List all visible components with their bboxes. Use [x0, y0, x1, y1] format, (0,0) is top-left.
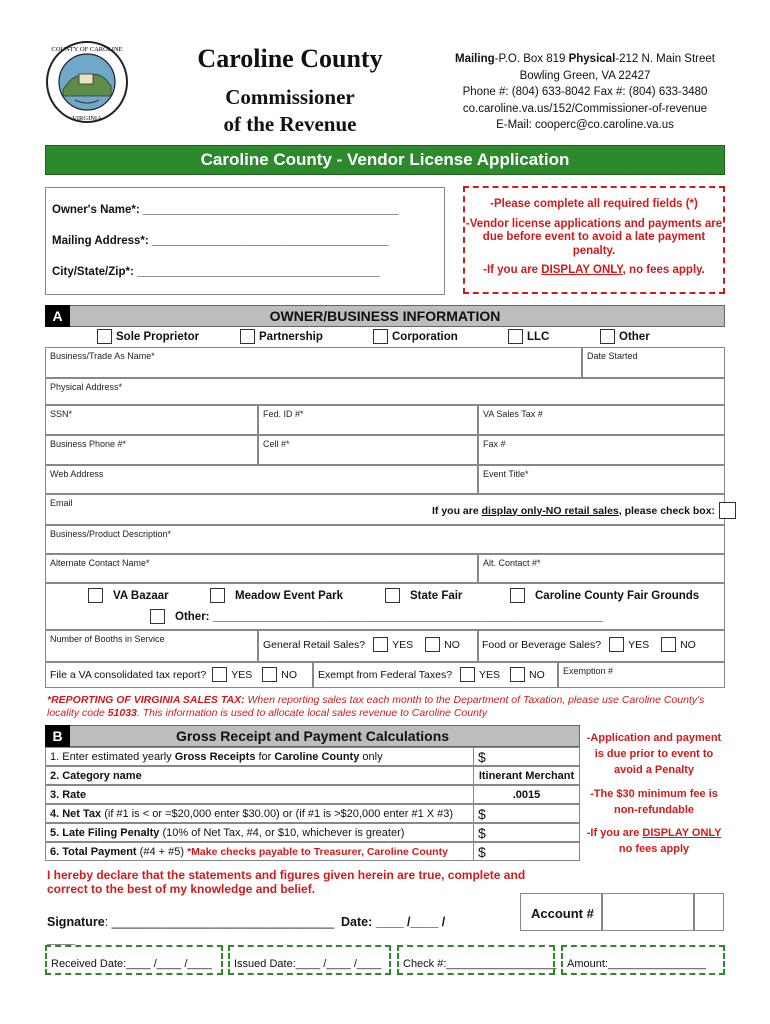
account-number-field[interactable] [602, 893, 694, 931]
section-b-letter: B [45, 725, 70, 747]
notice-required: -Please complete all required fields (*) [490, 198, 698, 210]
signature-date-cont: ____ [47, 932, 75, 946]
email-field[interactable]: Email [45, 494, 725, 525]
mailing-label: Mailing [455, 53, 495, 65]
calc-row-category: 2. Category name Itinerant Merchant [45, 766, 580, 785]
entity-corporation[interactable]: Corporation [373, 329, 458, 344]
net-tax-input[interactable]: $ [473, 805, 579, 822]
calc-row-gross-receipts: 1. Enter estimated yearly Gross Receipts for Caroline County only $ [45, 747, 580, 766]
va-sales-tax-field[interactable]: VA Sales Tax # [478, 405, 725, 435]
venue-meadow-event-park[interactable]: Meadow Event Park [210, 588, 343, 603]
food-bev-no[interactable] [661, 637, 676, 652]
display-only-option[interactable]: If you are display only-NO retail sales, please check box: [432, 502, 736, 519]
general-retail-question: General Retail Sales? YES NO [263, 638, 460, 651]
office-title-line2: of the Revenue [223, 112, 357, 136]
entity-partnership[interactable]: Partnership [240, 329, 323, 344]
category-value: Itinerant Merchant [473, 767, 579, 784]
physical-address-field[interactable]: Physical Address* [45, 378, 725, 405]
cell-field[interactable]: Cell #* [258, 435, 478, 465]
city-state-zip-field[interactable]: City/State/Zip*: ______________________________________ [52, 266, 381, 278]
signature-line[interactable]: Signature: ________________________________ Date: ____ /____ / [47, 915, 446, 929]
mailing-address-field[interactable]: Mailing Address*: _____________________________________ [52, 235, 389, 247]
section-b-header: Gross Receipt and Payment Calculations [45, 725, 580, 747]
ssn-field[interactable]: SSN* [45, 405, 258, 435]
food-bev-question: Food or Beverage Sales? YES NO [482, 638, 696, 651]
account-number-field-extra[interactable] [694, 893, 724, 931]
consolidated-no[interactable] [262, 667, 277, 682]
venue-state-fair[interactable]: State Fair [385, 588, 462, 603]
entity-other[interactable]: Other [600, 329, 650, 344]
phone-fax: Phone #: (804) 633-8042 Fax #: (804) 633-3480 [462, 86, 708, 98]
check-number-field[interactable]: Check #:__________________ [397, 945, 555, 975]
mailing-value: -P.O. Box 819 [494, 53, 566, 65]
total-payment-input[interactable]: $ [473, 843, 579, 860]
entity-llc[interactable]: LLC [508, 329, 549, 344]
consolidated-question: File a VA consolidated tax report? YES NO [50, 668, 297, 681]
fed-id-field[interactable]: Fed. ID #* [258, 405, 478, 435]
calc-row-late-penalty: 5. Late Filing Penalty (10% of Net Tax, #4, or $10, whichever is greater) $ [45, 823, 580, 842]
display-only-checkbox[interactable] [719, 502, 736, 519]
physical-value: -212 N. Main Street [615, 53, 715, 65]
notice-box [463, 186, 725, 294]
checkbox[interactable] [240, 329, 255, 344]
rate-value: .0015 [473, 786, 579, 803]
county-seal [45, 40, 129, 124]
calc-row-rate: 3. Rate .0015 [45, 785, 580, 804]
product-description-field[interactable]: Business/Product Description* [45, 525, 725, 554]
event-title-field[interactable]: Event Title* [478, 465, 725, 494]
business-phone-field[interactable]: Business Phone #* [45, 435, 258, 465]
section-a-header: OWNER/BUSINESS INFORMATION [45, 305, 725, 327]
notice-display-only: -If you are DISPLAY ONLY, no fees apply. [483, 264, 705, 276]
entity-sole-proprietor[interactable]: Sole Proprietor [97, 329, 199, 344]
date-line[interactable]: Date: ____ /____ / [341, 915, 446, 929]
physical-label: Physical [568, 53, 616, 65]
alt-contact-number-field[interactable]: Alt. Contact #* [478, 554, 725, 583]
owner-fields-box [45, 187, 445, 295]
calc-row-net-tax: 4. Net Tax (if #1 is < or =$20,000 enter $30.00) or (if #1 is >$20,000 enter #1 X #3) $ [45, 804, 580, 823]
checkbox[interactable] [600, 329, 615, 344]
alt-contact-field[interactable]: Alternate Contact Name* [45, 554, 478, 583]
form-banner: Caroline County - Vendor License Application [45, 145, 725, 175]
email-contact[interactable]: E-Mail: cooperc@co.caroline.va.us [496, 119, 674, 131]
seal-text-bottom: VIRGINIA [72, 115, 102, 122]
reporting-note: *REPORTING OF VIRGINIA SALES TAX: When reporting sales tax each month to the Department of Taxation, please use Caroline County's locality code 51033. This information is used to allocate local sales revenue to Caroline County [47, 694, 705, 719]
section-a-letter: A [45, 305, 70, 327]
web-address-field[interactable]: Web Address [45, 465, 478, 494]
booths-field[interactable]: Number of Booths in Service [45, 630, 258, 662]
notice-due: -Vendor license applications and payments are due before event to avoid a late payment penalty. [465, 217, 723, 257]
checkbox[interactable] [508, 329, 523, 344]
exempt-yes[interactable] [460, 667, 475, 682]
business-name-field[interactable]: Business/Trade As Name* [45, 347, 582, 378]
city-line: Bowling Green, VA 22427 [519, 69, 651, 82]
consolidated-yes[interactable] [212, 667, 227, 682]
account-number-label: Account # [520, 893, 602, 931]
general-retail-yes[interactable] [373, 637, 388, 652]
received-date-field[interactable]: Received Date:____ /____ /____ [45, 945, 223, 975]
venue-va-bazaar[interactable]: VA Bazaar [88, 588, 169, 603]
issued-date-field[interactable]: Issued Date:____ /____ /____ [228, 945, 391, 975]
contact-info [440, 51, 730, 134]
general-retail-no[interactable] [425, 637, 440, 652]
county-title: Caroline County [197, 44, 383, 73]
office-title-line1: Commissioner [225, 85, 355, 109]
exemption-number-field[interactable]: Exemption # [558, 662, 725, 688]
venue-caroline-fair-grounds[interactable]: Caroline County Fair Grounds [510, 588, 699, 603]
food-bev-yes[interactable] [609, 637, 624, 652]
declaration-text: I hereby declare that the statements and figures given herein are true, complete and correct to the best of my knowledge and belief. [47, 868, 526, 896]
owner-name-field[interactable]: Owner's Name*: ________________________________________ [52, 204, 399, 216]
office-title [190, 84, 390, 138]
checkbox[interactable] [373, 329, 388, 344]
seal-text-top: COUNTY OF CAROLINE [51, 46, 123, 53]
late-penalty-input[interactable]: $ [473, 824, 579, 841]
date-started-field[interactable]: Date Started [582, 347, 725, 378]
amount-field[interactable]: Amount:________________ [561, 945, 725, 975]
side-note-display-only: -If you are DISPLAY ONLY no fees apply [586, 827, 722, 855]
venue-other[interactable]: Other: _____________________________________________________________ [150, 609, 603, 624]
side-note-minimum-fee: -The $30 minimum fee is non-refundable [590, 788, 718, 816]
gross-receipts-input[interactable]: $ [473, 748, 579, 765]
exempt-question: Exempt from Federal Taxes? YES NO [318, 668, 545, 681]
fax-field[interactable]: Fax # [478, 435, 725, 465]
website[interactable]: co.caroline.va.us/152/Commissioner-of-revenue [462, 102, 708, 115]
side-note-due: -Application and payment is due prior to event to avoid a Penalty [586, 732, 722, 776]
calc-row-total-payment: 6. Total Payment (#4 + #5) *Make checks payable to Treasurer, Caroline County $ [45, 842, 580, 861]
checkbox[interactable] [97, 329, 112, 344]
exempt-no[interactable] [510, 667, 525, 682]
